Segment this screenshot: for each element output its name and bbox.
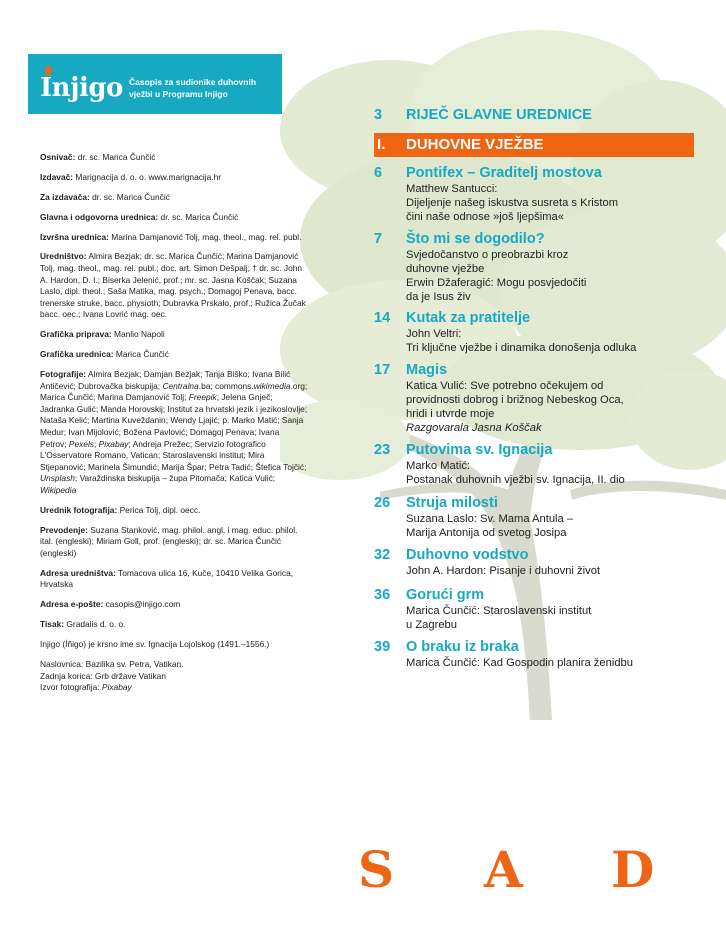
- colophon-line: Glavna i odgovorna urednica: dr. sc. Marica Čunčić: [40, 211, 239, 222]
- toc-entry[interactable]: [374, 361, 694, 435]
- colophon-line: Urednik fotografija: Perica Tolj, dipl. oecc.: [40, 504, 201, 515]
- colophon-line: Grafička urednica: Marica Čunčić: [40, 349, 169, 360]
- toc-subtitle: Marko Matić:: [406, 460, 471, 472]
- toc-subtitle: John Veltri:: [406, 328, 462, 340]
- back-cover-note: Zadnja korica: Grb države Vatikan: [40, 670, 166, 681]
- toc-title: Duhovno vodstvo: [406, 547, 529, 563]
- toc-title: Pontifex – Graditelj mostova: [406, 165, 602, 181]
- toc-subtitle: čini naše odnose »još ljepšima«: [406, 211, 564, 223]
- injigo-logo: Injigo: [40, 73, 123, 103]
- toc-page-number: 32: [374, 547, 391, 563]
- colophon-line: Izvršna urednica: Marina Damjanović Tolj, mag. theol., mag. rel. publ.: [40, 231, 302, 242]
- colophon-line: Adresa uredništva: Tomacova ulica 16, Kuče, 10410 Velika Gorica, Hrvatska: [40, 567, 294, 590]
- toc-entry[interactable]: [374, 164, 694, 224]
- toc-entry[interactable]: [374, 638, 694, 670]
- toc-subtitle: Katica Vulić: Sve potrebno očekujem od: [406, 380, 604, 392]
- toc-entry[interactable]: [374, 309, 694, 355]
- toc-entry[interactable]: [374, 230, 694, 304]
- injigo-note: Injigo (Íñigo) je krsno ime sv. Ignacija Lojolskog (1491.–1556.): [40, 639, 270, 650]
- colophon-line: Uredništvo: Almira Bezjak; dr. sc. Marica Čunčić; Marina Damjanović Tolj, mag. theol., mag. rel. publ.; doc. art. Simon Dešpalj; † dr. sc. John A. Hardon, D. I.; Biserka Jelenić, prof.; mr. sc. Jasna Koščak; Suzana Laslo, dipl. theol.; Saša Matika, mag. psych.; Domagoj Penava, bacc. trenerske struke, bacc. physioth; Dubravka Prskalo, prof.; Ružica Žučak bacc. oec.; Ivana Lovrić mag. oec.: [40, 251, 306, 320]
- toc-page-number: 17: [374, 362, 391, 378]
- colophon-line: Osnivač: dr. sc. Marica Čunčić: [40, 152, 156, 162]
- toc-title: Struja milosti: [406, 495, 498, 511]
- toc-page-number: 14: [374, 310, 391, 326]
- toc-subtitle: Marija Antonija od svetog Josipa: [406, 527, 567, 539]
- colophon-photos: Fotografije: Almira Bezjak; Damjan Bezjak; Tanja Biško; Ivana Bilić Antičević; Dubrovačka biskupija; Centralna.ba; commons.wikimedia.org; Marica Čunčić; Marina Damjanović Tolj; Freepik; Jelena Gnječ; Jadranka Gulić; Manda Horovskij; Institut za hrvatski jezik i jezikoslovlje; Nataša Kelić; Martina Kuveždanin; Wendy Ljajić; p. Marko Matić; Sanja Medur; Ivan Mijolović; Božena Pavlović; Domagoj Penava; Ivana Petrov; Pexels; Pixabay; Andreja Prežec; Servizio fotografico L'Osservatore Romano, Vatican; Staroslavenski institut; Mira Stjepanović; Marinela Šimundić; Marija Špar; Petra Tadić; Štefica Tojčić; Unsplash; Varaždinska biskupija – župa Pitomača; Katica Vulić; Wikipedia: [40, 369, 308, 496]
- big-letter-s: S: [358, 840, 395, 899]
- toc-entry[interactable]: [374, 494, 694, 540]
- section-number: I.: [377, 136, 386, 153]
- toc-page-number: 26: [374, 495, 391, 511]
- photo-source-note: Izvor fotografija: Pixabay: [40, 682, 132, 693]
- colophon: [40, 152, 308, 694]
- toc-page-number: 7: [374, 231, 383, 247]
- toc-subtitle: Suzana Laslo: Sv. Mama Antula –: [406, 513, 574, 525]
- cover-note: Naslovnica: Bazilika sv. Petra, Vatikan.: [40, 659, 184, 670]
- colophon-line: Izdavač: Marignacija d. o. o. www.marignacija.hr: [40, 171, 222, 182]
- toc-subtitle: providnosti dobrog i brižnog Nebeskog Oca,: [406, 394, 624, 406]
- toc-subtitle: Erwin Džaferagić: Mogu posvjedočiti: [406, 277, 587, 289]
- big-letter-d: D: [611, 840, 655, 899]
- colophon-line: Prevodenje: Suzana Stanković, mag. philol. angl. i mag. educ. philol. ital. (engleski); Miriam Goll, prof. (engleski); dr. sc. Marica Čunčić (engleski): [40, 524, 298, 558]
- colophon-line: Tisak: Gradalis d. o. o.: [40, 619, 126, 630]
- toc-subtitle: Marica Čunčić: Staroslavenski institut: [406, 605, 592, 617]
- toc-subtitle: Tri ključne vježbe i dinamika donošenja odluka: [406, 342, 637, 354]
- toc-title: Putovima sv. Ignacija: [406, 442, 553, 458]
- colophon-line: Za izdavača: dr. sc. Marica Čunčić: [40, 191, 170, 202]
- toc-entry[interactable]: [374, 441, 694, 487]
- toc-entry-editorial[interactable]: [374, 106, 694, 124]
- section-title: DUHOVNE VJEŽBE: [406, 136, 544, 153]
- toc-subtitle: duhovne vježbe: [406, 263, 485, 275]
- toc-subtitle: Matthew Santucci:: [406, 183, 498, 195]
- toc-subtitle: Dijeljenje našeg iskustva susreta s Kristom: [406, 197, 619, 209]
- toc-entry[interactable]: [374, 586, 694, 632]
- toc-title: Što mi se dogodilo?: [406, 231, 545, 247]
- section-heading: [374, 133, 694, 157]
- toc-page-number: 36: [374, 587, 391, 603]
- toc-subtitle: u Zagrebu: [406, 619, 457, 631]
- toc-subtitle: Marica Čunčić: Kad Gospodin planira ženidbu: [406, 657, 633, 669]
- toc-page-number: 23: [374, 442, 391, 458]
- toc-title: Kutak za pratitelje: [406, 310, 531, 326]
- colophon-line: Grafička priprava: Manlio Napoli: [40, 329, 165, 340]
- toc-title: Gorući grm: [406, 587, 485, 603]
- toc-page-number: 3: [374, 107, 383, 123]
- big-letter-a: A: [484, 840, 523, 899]
- toc-page-number: 6: [374, 165, 383, 181]
- toc-subtitle: Svjedočanstvo o preobrazbi kroz: [406, 249, 569, 261]
- toc-subtitle: John A. Hardon: Pisanje i duhovni život: [406, 565, 601, 577]
- toc-subtitle: da je Isus živ: [406, 291, 471, 303]
- toc-title: O braku iz braka: [406, 639, 519, 655]
- toc-subtitle: Postanak duhovnih vježbi sv. Ignacija, II. dio: [406, 474, 625, 486]
- toc-title: RIJEČ GLAVNE UREDNICE: [406, 107, 592, 123]
- toc-subtitle: hridi i utvrde moje: [406, 408, 495, 420]
- magazine-tagline: Časopis za sudionike duhovnih vježbi u Programu Injigo: [129, 77, 257, 99]
- colophon-line: Adresa e-pošte: casopis@injigo.com: [40, 599, 181, 610]
- toc-page-number: 39: [374, 639, 391, 655]
- toc-entry[interactable]: [374, 546, 694, 578]
- table-of-contents: [374, 106, 694, 670]
- toc-title: Magis: [406, 362, 448, 378]
- toc-interviewer: Razgovarala Jasna Koščak: [406, 422, 542, 434]
